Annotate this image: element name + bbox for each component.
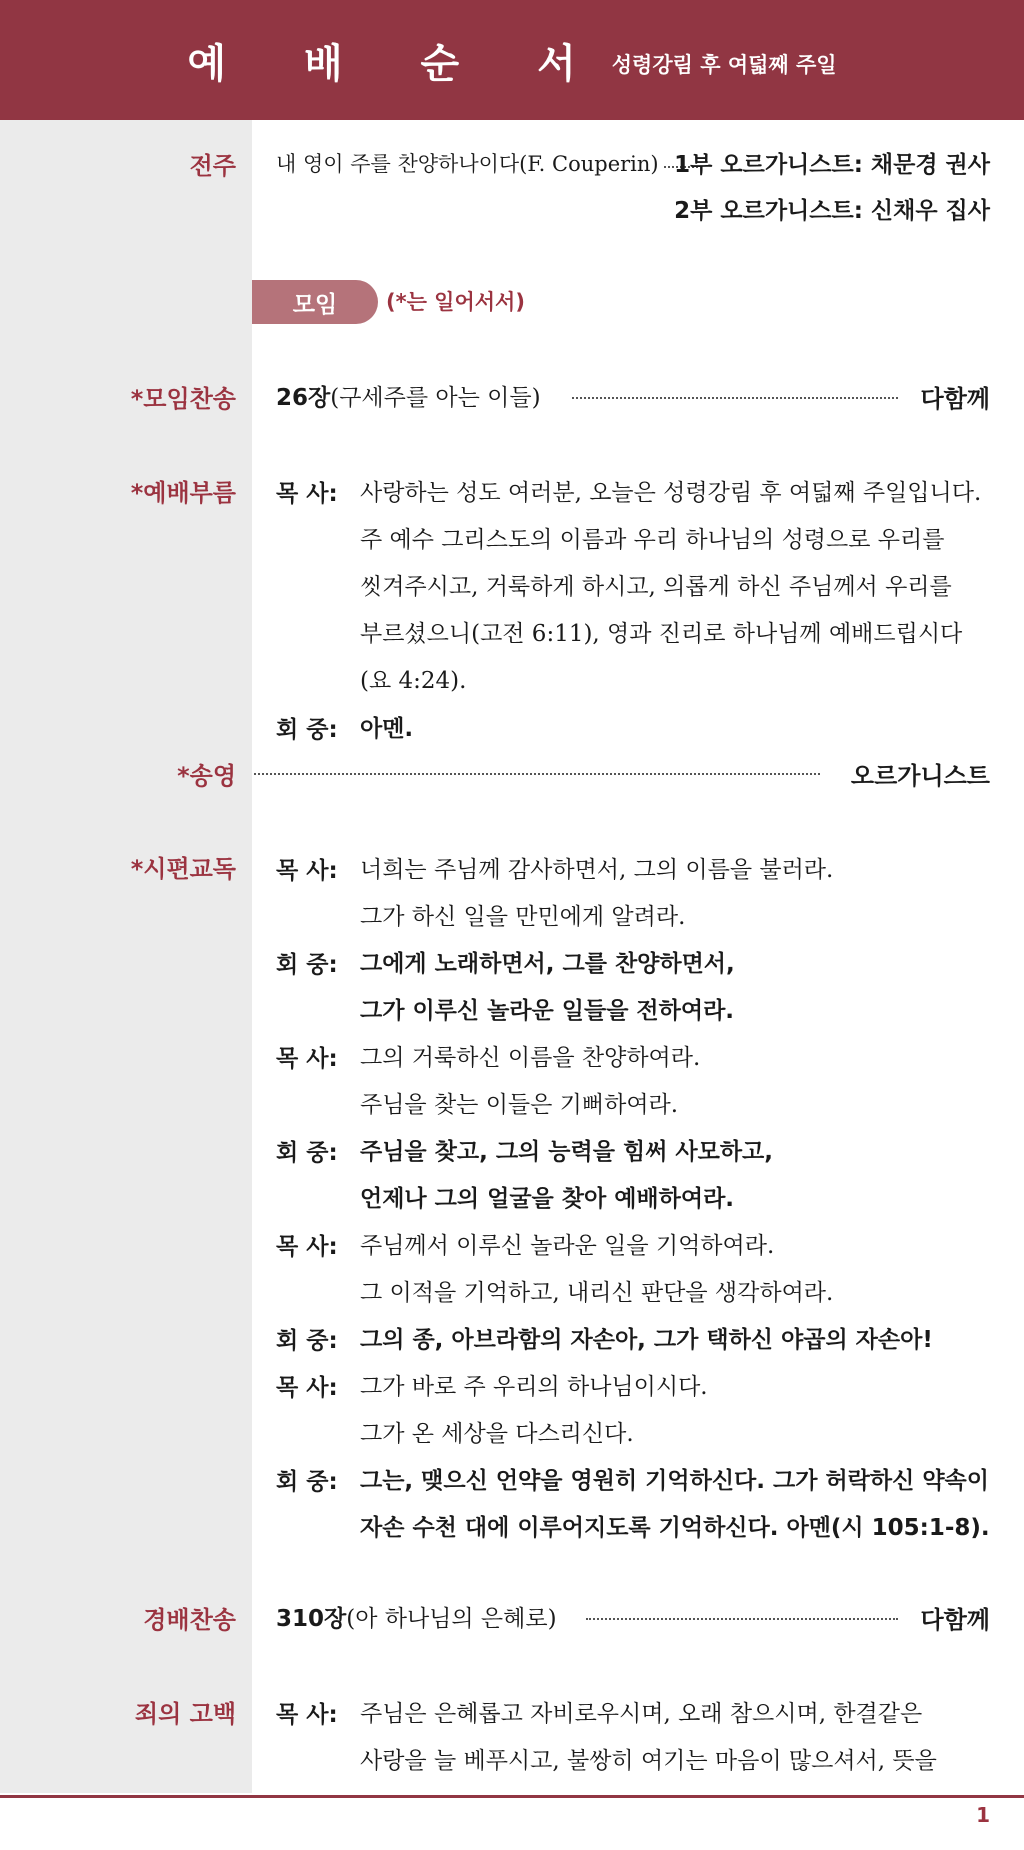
call-people-line: 아멘.: [360, 716, 414, 742]
psalter-role: 목 사:: [276, 1234, 338, 1260]
call-pastor-role: 목 사:: [276, 481, 338, 507]
gathering-hymn: [276, 379, 541, 412]
psalter-line: 언제나 그의 얼굴을 찾아 예배하여라.: [360, 1186, 735, 1212]
gathering-hymn-by: 다함께: [920, 385, 990, 413]
call-line-4: 부르셨으니(고전 6:11), 영과 진리로 하나님께 예배드립시다: [360, 621, 963, 647]
prelude-label: 전주: [189, 152, 236, 180]
page-header: [0, 0, 1024, 120]
psalter-label: *시편교독: [130, 855, 236, 883]
confession-label: 죄의 고백: [134, 1700, 236, 1728]
call-people-role: 회 중:: [276, 717, 338, 743]
psalter-line: 그 이적을 기억하고, 내리신 판단을 생각하여라.: [360, 1280, 834, 1306]
psalter-role: 회 중:: [276, 1469, 338, 1495]
psalter-line: 너희는 주님께 감사하면서, 그의 이름을 불러라.: [360, 857, 834, 883]
psalter-line: 그가 바로 주 우리의 하나님이시다.: [360, 1374, 708, 1400]
prelude-piece: 내 영이 주를 찬양하나이다(F. Couperin): [276, 152, 659, 176]
psalter-role: 회 중:: [276, 1328, 338, 1354]
section-note: (*는 일어서서): [386, 290, 525, 314]
call-line-3: 씻겨주시고, 거룩하게 하시고, 의롭게 하신 주님께서 우리를: [360, 574, 952, 600]
prelude-performer-2: 2부 오르가니스트: 신채우 집사: [674, 198, 990, 224]
hymn-of-praise-number: 310장: [276, 1606, 347, 1632]
gathering-hymn-leader: [572, 397, 898, 399]
psalter-line: 주님께서 이루신 놀라운 일을 기억하여라.: [360, 1233, 775, 1259]
label-sidebar: [0, 120, 252, 1793]
psalter-line: 그는, 맺으신 언약을 영원히 기억하신다. 그가 허락하신 약속이: [360, 1468, 989, 1494]
psalter-role: 목 사:: [276, 858, 338, 884]
gathering-hymn-number: 26장: [276, 385, 331, 411]
psalter-role: 회 중:: [276, 952, 338, 978]
page-subtitle: 성령강림 후 여덟째 주일: [611, 53, 837, 77]
psalter-line: 그의 종, 아브라함의 자손아, 그가 택하신 야곱의 자손아!: [360, 1327, 933, 1353]
call-line-5: (요 4:24).: [360, 668, 467, 694]
psalter-line: 주님을 찾는 이들은 기뻐하여라.: [360, 1092, 679, 1118]
hymn-of-praise-title: (아 하나님의 은혜로): [346, 1606, 557, 1632]
psalter-line: 그가 온 세상을 다스리신다.: [360, 1421, 634, 1447]
psalter-line: 주님을 찾고, 그의 능력을 힘써 사모하고,: [360, 1139, 773, 1165]
gathering-hymn-label: *모임찬송: [130, 385, 236, 413]
psalter-line: 그가 하신 일을 만민에게 알려라.: [360, 904, 686, 930]
doxology-leader: [254, 773, 820, 775]
call-to-worship-label: *예배부름: [130, 479, 236, 507]
psalter-line: 자손 수천 대에 이루어지도록 기억하신다. 아멘(시 105:1-8).: [360, 1515, 990, 1541]
section-pill: 모임: [252, 280, 378, 324]
page-number: 1: [976, 1803, 990, 1827]
psalter-role: 회 중:: [276, 1140, 338, 1166]
psalter-role: 목 사:: [276, 1375, 338, 1401]
psalter-line: 그가 이루신 놀라운 일들을 전하여라.: [360, 998, 735, 1024]
doxology-label: *송영: [177, 762, 236, 790]
hymn-of-praise-leader: [586, 1618, 898, 1620]
hymn-of-praise-by: 다함께: [920, 1606, 990, 1634]
psalter-line: 그의 거룩하신 이름을 찬양하여라.: [360, 1045, 701, 1071]
gathering-hymn-title: (구세주를 아는 이들): [330, 385, 541, 411]
call-line-2: 주 예수 그리스도의 이름과 우리 하나님의 성령으로 우리를: [360, 527, 945, 553]
confession-role: 목 사:: [276, 1702, 338, 1728]
confession-line-2: 사랑을 늘 베푸시고, 불쌍히 여기는 마음이 많으셔서, 뜻을: [360, 1748, 937, 1774]
hymn-of-praise-label: 경배찬송: [143, 1606, 236, 1634]
psalter-role: 목 사:: [276, 1046, 338, 1072]
psalter-line: 그에게 노래하면서, 그를 찬양하면서,: [360, 951, 735, 977]
call-line-1: 사랑하는 성도 여러분, 오늘은 성령강림 후 여덟째 주일입니다.: [360, 480, 982, 506]
doxology-by: 오르가니스트: [850, 762, 990, 790]
page-title: 예 배 순 서: [187, 40, 608, 87]
hymn-of-praise: [276, 1600, 557, 1633]
prelude-performer-1: 1부 오르가니스트: 채문경 권사: [674, 152, 990, 178]
confession-line-1: 주님은 은혜롭고 자비로우시며, 오래 참으시며, 한결같은: [360, 1701, 923, 1727]
footer-rule: [0, 1795, 1024, 1798]
